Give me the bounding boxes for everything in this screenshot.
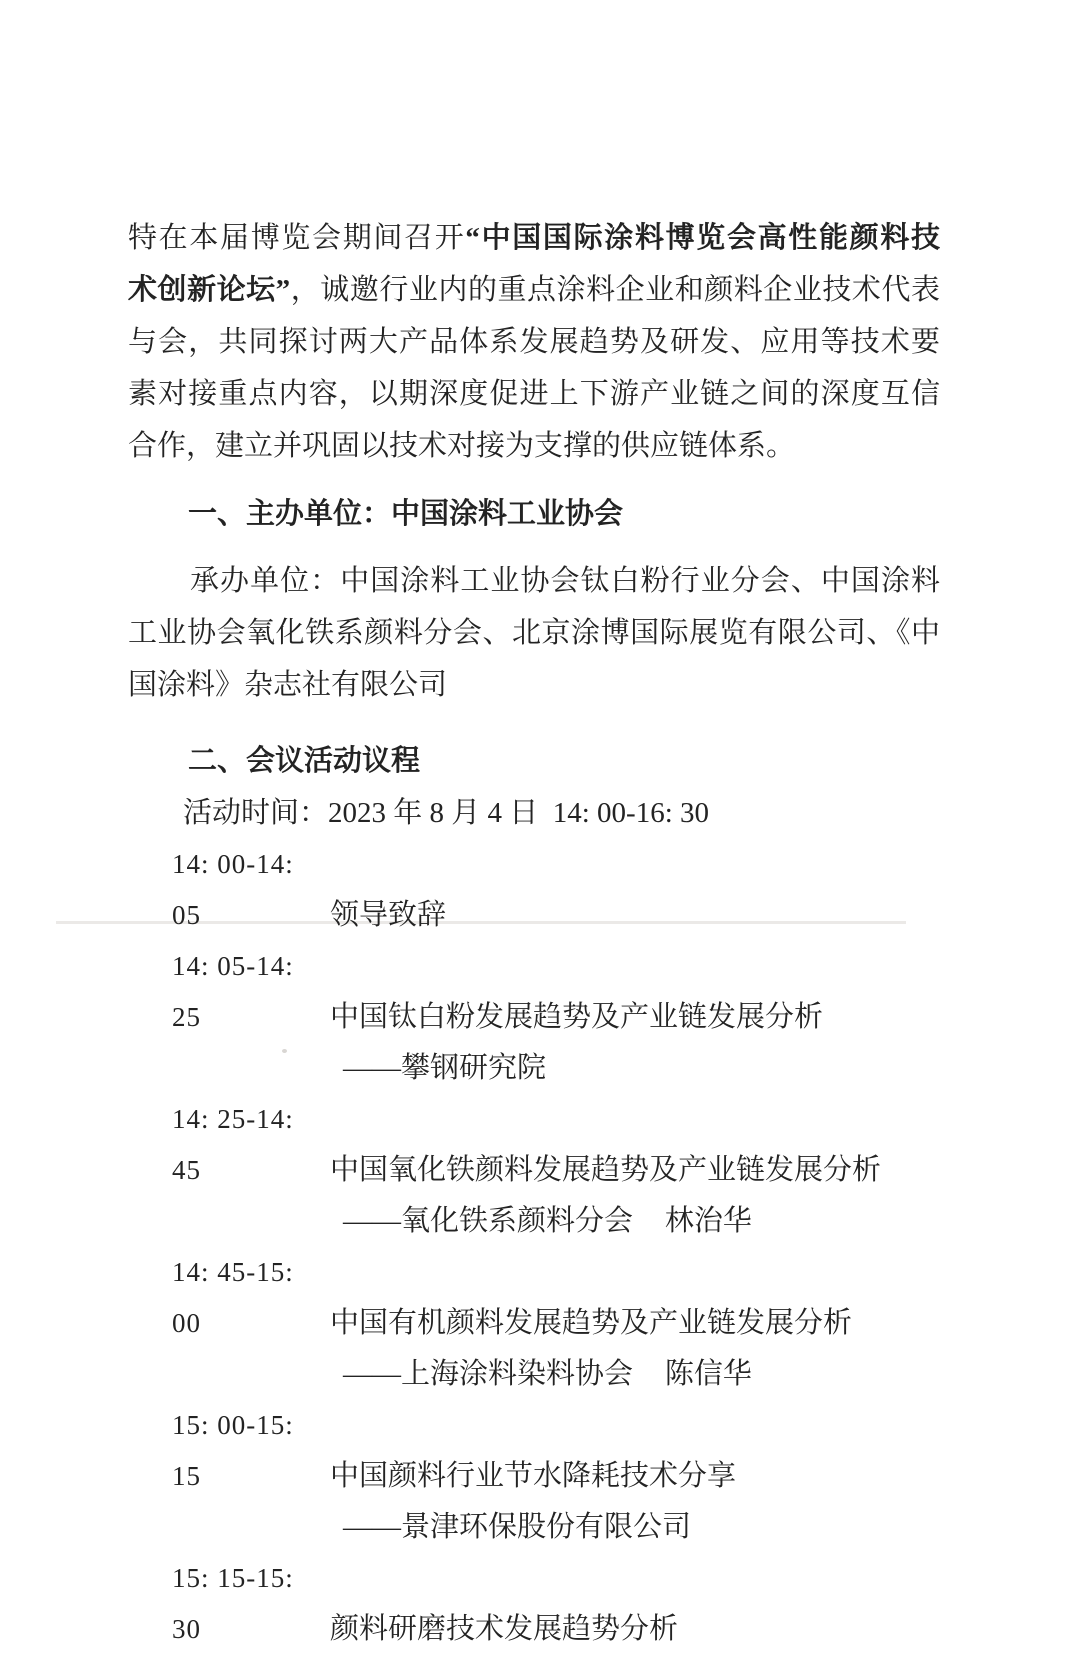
intro-line-1 xyxy=(128,212,940,264)
agenda-item-4-presenter: ——上海涂料染料协会 xyxy=(343,1358,634,1390)
organizer-line-3: 国涂料》杂志社有限公司 xyxy=(128,669,448,701)
agenda-item-4-time: 14: 45-15: 00 xyxy=(172,1257,302,1338)
agenda-item-row-6 xyxy=(128,1553,940,1655)
intro-line-2-text: ，诚邀行业内的重点涂料企业和颜料企业技术代表 xyxy=(290,274,940,306)
intro-line-3: 与会，共同探讨两大产品体系发展趋势及研发、应用等技术要 xyxy=(128,326,940,358)
organizer-line-1: 承办单位：中国涂料工业协会钛白粉行业分会、中国涂料 xyxy=(190,565,940,597)
agenda-item-2-topic: 中国钛白粉发展趋势及产业链发展分析 xyxy=(330,1001,824,1033)
agenda-item-5-presenter: ——景津环保股份有限公司 xyxy=(343,1511,692,1543)
agenda-item-row-1 xyxy=(128,839,940,941)
organizer-paragraph xyxy=(128,555,940,711)
agenda-item-2-presenter-row xyxy=(128,1043,940,1094)
agenda-item-5-topic: 中国颜料行业节水降耗技术分享 xyxy=(330,1460,737,1492)
intro-line-4: 素对接重点内容，以期深度促进上下游产业链之间的深度互信 xyxy=(128,378,940,410)
agenda-item-row-2 xyxy=(128,941,940,1043)
agenda-item-3-presenter: ——氧化铁系颜料分会 xyxy=(343,1205,634,1237)
agenda-item-1-time: 14: 00-14: 05 xyxy=(172,849,302,930)
agenda-item-3-topic: 中国氧化铁颜料发展趋势及产业链发展分析 xyxy=(330,1154,882,1186)
agenda-item-5-time: 15: 00-15: 15 xyxy=(172,1410,302,1491)
forum-title-bold-part-1: “中国国际涂料博览会高性能颜料技 xyxy=(465,222,940,254)
intro-paragraph xyxy=(128,212,940,472)
agenda-item-row-3 xyxy=(128,1094,940,1196)
agenda-item-3-speaker: 林治华 xyxy=(664,1205,752,1237)
section-1-heading: 一、主办单位：中国涂料工业协会 xyxy=(188,498,624,530)
agenda-item-4-presenter-row xyxy=(128,1349,940,1400)
intro-line-1-text: 特在本届博览会期间召开 xyxy=(128,222,466,254)
agenda-item-1-topic: 领导致辞 xyxy=(330,899,447,931)
intro-line-5: 合作，建立并巩固以技术对接为支撑的供应链体系。 xyxy=(128,430,796,462)
forum-title-bold-part-2: 术创新论坛” xyxy=(128,274,291,306)
agenda-item-3-presenter-row xyxy=(128,1196,940,1247)
organizer-line-2: 工业协会氧化铁系颜料分会、北京涂博国际展览有限公司、《中 xyxy=(128,617,940,649)
intro-line-2 xyxy=(128,264,940,316)
agenda-item-2-time: 14: 05-14: 25 xyxy=(172,951,302,1032)
event-time-line: 活动时间：2023 年 8 月 4 日 14: 00-16: 30 xyxy=(183,797,710,829)
agenda-item-row-4 xyxy=(128,1247,940,1349)
agenda-item-2-presenter: ——攀钢研究院 xyxy=(343,1052,547,1084)
agenda-item-4-speaker: 陈信华 xyxy=(664,1358,752,1390)
agenda-item-6-topic: 颜料研磨技术发展趋势分析 xyxy=(330,1613,679,1645)
section-2-heading: 二、会议活动议程 xyxy=(188,745,421,777)
agenda-item-5-presenter-row xyxy=(128,1502,940,1553)
agenda-item-6-time: 15: 15-15: 30 xyxy=(172,1563,302,1644)
agenda-item-row-5 xyxy=(128,1400,940,1502)
agenda-schedule xyxy=(128,839,940,1655)
agenda-item-3-time: 14: 25-14: 45 xyxy=(172,1104,302,1185)
agenda-item-4-topic: 中国有机颜料发展趋势及产业链发展分析 xyxy=(330,1307,853,1339)
